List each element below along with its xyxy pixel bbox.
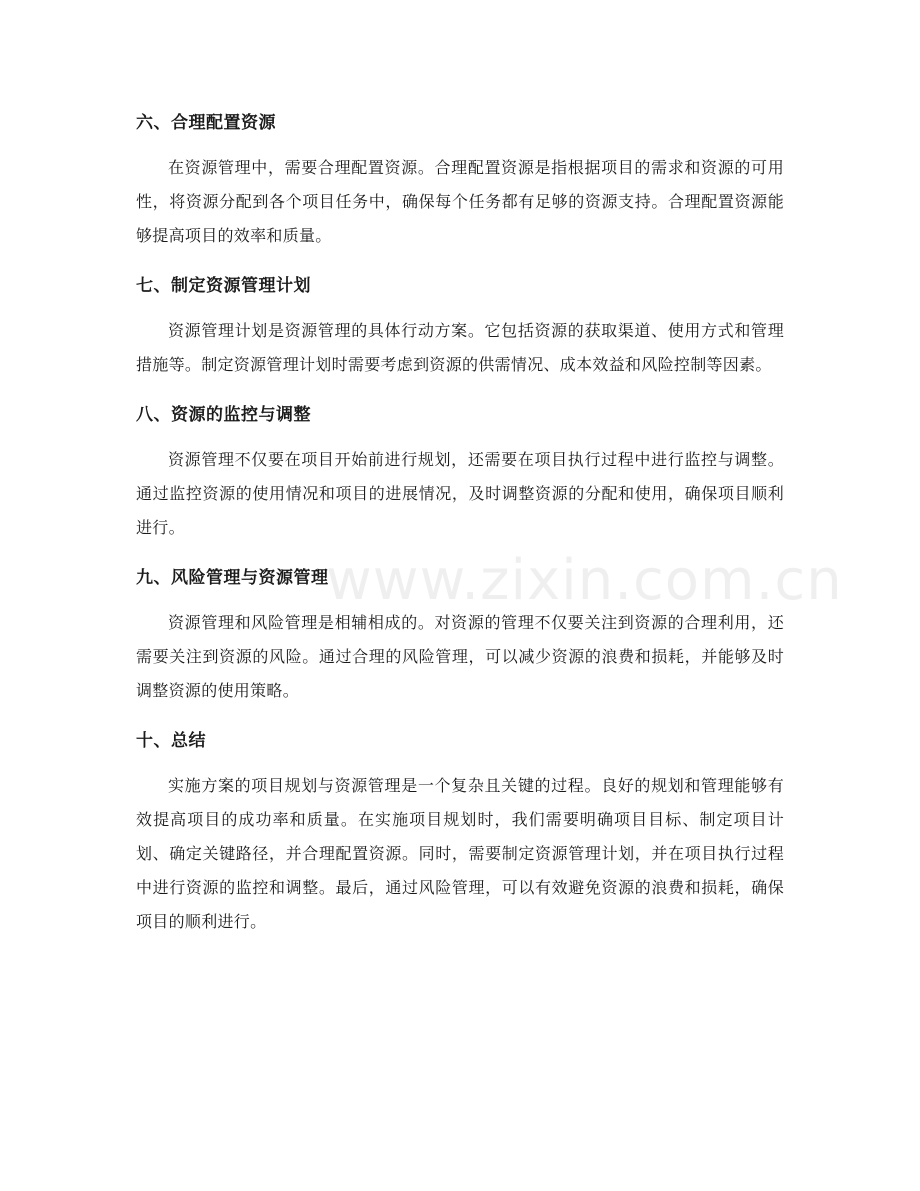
section-heading: 六、合理配置资源: [136, 113, 276, 133]
section-heading: 九、风险管理与资源管理: [136, 568, 329, 588]
section-10: [136, 724, 784, 939]
section-7: [136, 269, 784, 382]
section-paragraph: 在资源管理中，需要合理配置资源。合理配置资源是指根据项目的需求和资源的可用性，将资源分配到各个项目任务中，确保每个任务都有足够的资源支持。合理配置资源能够提高项目的效率和质量。: [136, 158, 784, 245]
section-paragraph: 资源管理不仅要在项目开始前进行规划，还需要在项目执行过程中进行监控与调整。通过监控资源的使用情况和项目的进展情况，及时调整资源的分配和使用，确保项目顺利进行。: [136, 450, 784, 537]
watermark: www.zixin.com.cn: [326, 548, 843, 613]
document-body: [136, 106, 784, 955]
section-paragraph: 资源管理和风险管理是相辅相成的。对资源的管理不仅要关注到资源的合理利用，还需要关注到资源的风险。通过合理的风险管理，可以减少资源的浪费和损耗，并能够及时调整资源的使用策略。: [136, 613, 784, 700]
section-heading: 十、总结: [136, 731, 206, 751]
section-paragraph: 资源管理计划是资源管理的具体行动方案。它包括资源的获取渠道、使用方式和管理措施等。制定资源管理计划时需要考虑到资源的供需情况、成本效益和风险控制等因素。: [136, 321, 784, 374]
section-paragraph: 实施方案的项目规划与资源管理是一个复杂且关键的过程。良好的规划和管理能够有效提高项目的成功率和质量。在实施项目规划时，我们需要明确项目目标、制定项目计划、确定关键路径，并合理配置资源。同时，需要制定资源管理计划，并在项目执行过程中进行资源的监控和调整。最后，通过风险管理，可以有效避免资源的浪费和损耗，确保项目的顺利进行。: [136, 776, 784, 931]
section-heading: 七、制定资源管理计划: [136, 276, 311, 296]
section-6: [136, 106, 784, 253]
section-9: [136, 561, 784, 708]
section-heading: 八、资源的监控与调整: [136, 405, 311, 425]
section-8: [136, 398, 784, 545]
